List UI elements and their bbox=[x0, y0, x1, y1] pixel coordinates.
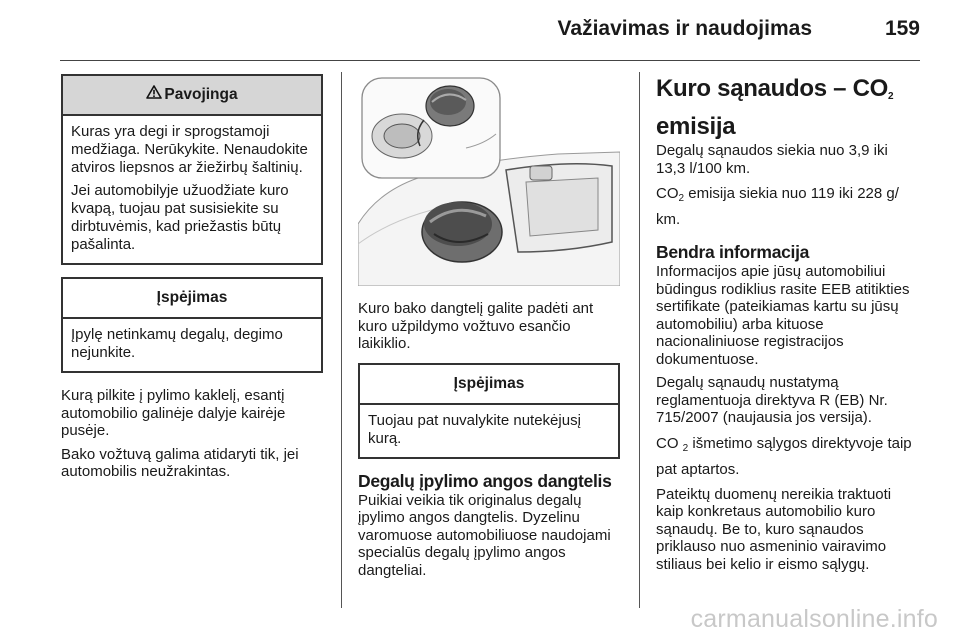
warning-triangle-icon bbox=[146, 76, 162, 114]
page-number: 159 bbox=[884, 17, 920, 40]
body-text bbox=[656, 263, 920, 573]
caution-text: Tuojau pat nuvalykite nutekėjusį kurą. bbox=[368, 411, 581, 447]
caution-box-body bbox=[63, 319, 321, 371]
page-header-title: Važiavimas ir naudojimas bbox=[557, 17, 812, 40]
heading-text: Kuro sąnaudos – CO bbox=[656, 75, 888, 102]
paragraph: CO $_2$ išmetimo sąlygos direktyvoje taip pat aptartos. bbox=[656, 434, 912, 478]
section-heading: Degalų įpylimo angos dangtelis bbox=[358, 470, 612, 491]
danger-text-2: Jei automobilyje užuodžiate kuro kvapą, tuojau pat susisiekite su dirbtuvėmis, kad priežastis būtų pašalinta. bbox=[71, 182, 289, 253]
caption-text: Kuro bako dangtelį galite padėti ant kuro užpildymo vožtuvo esančio laikiklio. bbox=[358, 300, 594, 352]
paragraph: Kurą pilkite į pylimo kaklelį, esantį automobilio galinėje dalyje kairėje pusėje. bbox=[61, 387, 286, 439]
column-divider bbox=[341, 72, 342, 608]
paragraph: Puikiai veikia tik originalus degalų įpylimo angos dangtelis. Dyzelinu varomuose automobiliuose naudojami specialūs degalų įpylimo angos dangteliai. bbox=[358, 491, 611, 579]
caution-box-body bbox=[360, 405, 618, 457]
watermark: carmanualsonline.info bbox=[690, 605, 938, 633]
danger-text-1: Kuras yra degi ir sprogstamoji medžiaga. Nerūkykite. Nenaudokite atviros liepsnos ar žiežirbų šaltinių. bbox=[71, 123, 308, 176]
heading-subscript: 2 bbox=[887, 91, 894, 102]
body-text bbox=[358, 492, 620, 580]
column-divider bbox=[639, 72, 640, 608]
paragraph: $CO_2$ emisija siekia nuo 119 iki 228 g/ km. bbox=[656, 185, 899, 228]
paragraph: Degalų sąnaudų nustatymą reglamentuoja direktyva R (EB) Nr. 715/2007 (naujausia jos versija). bbox=[656, 374, 888, 426]
caution-box-header: Įspėjimas bbox=[360, 365, 618, 405]
subsection-heading: Bendra informacija bbox=[656, 242, 810, 262]
body-text bbox=[61, 387, 323, 481]
column-middle bbox=[358, 74, 620, 585]
section-heading-fuel-consumption bbox=[656, 74, 920, 142]
paragraph: Pateiktų duomenų nereikia traktuoti kaip konkretaus automobilio kuro sąnaudų. Be to, kuro sąnaudos priklauso nuo asmeninio vairavimo stiliaus bei kelio ir eismo sąlygų. bbox=[656, 485, 892, 573]
paragraph: Informacijos apie jūsų automobiliui būdingus rodiklius rasite EEB atitikties sertifikate (pateikiamas kartu su jūsų automobiliu) arba kituose nacionaliniuose registracijos dokumentuose. bbox=[656, 263, 910, 368]
danger-box-title: Pavojinga bbox=[164, 86, 238, 103]
header-rule bbox=[60, 60, 920, 61]
paragraph: Degalų sąnaudos siekia nuo 3,9 iki 13,3 l/100 km. bbox=[656, 142, 888, 177]
paragraph: Bako vožtuvą galima atidaryti tik, jei automobilis neužrakintas. bbox=[61, 445, 299, 480]
column-left bbox=[61, 74, 323, 487]
caution-text: Įpylę netinkamų degalų, degimo nejunkite. bbox=[71, 326, 283, 361]
heading-text: emisija bbox=[656, 113, 736, 140]
caution-box bbox=[358, 363, 620, 459]
caution-box-header: Įspėjimas bbox=[63, 279, 321, 319]
fuel-cap-illustration bbox=[358, 74, 620, 286]
column-right bbox=[656, 74, 920, 579]
illustration-caption bbox=[358, 300, 620, 353]
body-text bbox=[656, 142, 920, 230]
danger-box-header bbox=[63, 76, 321, 116]
danger-box-body bbox=[63, 116, 321, 263]
caution-box bbox=[61, 277, 323, 373]
danger-box bbox=[61, 74, 323, 265]
